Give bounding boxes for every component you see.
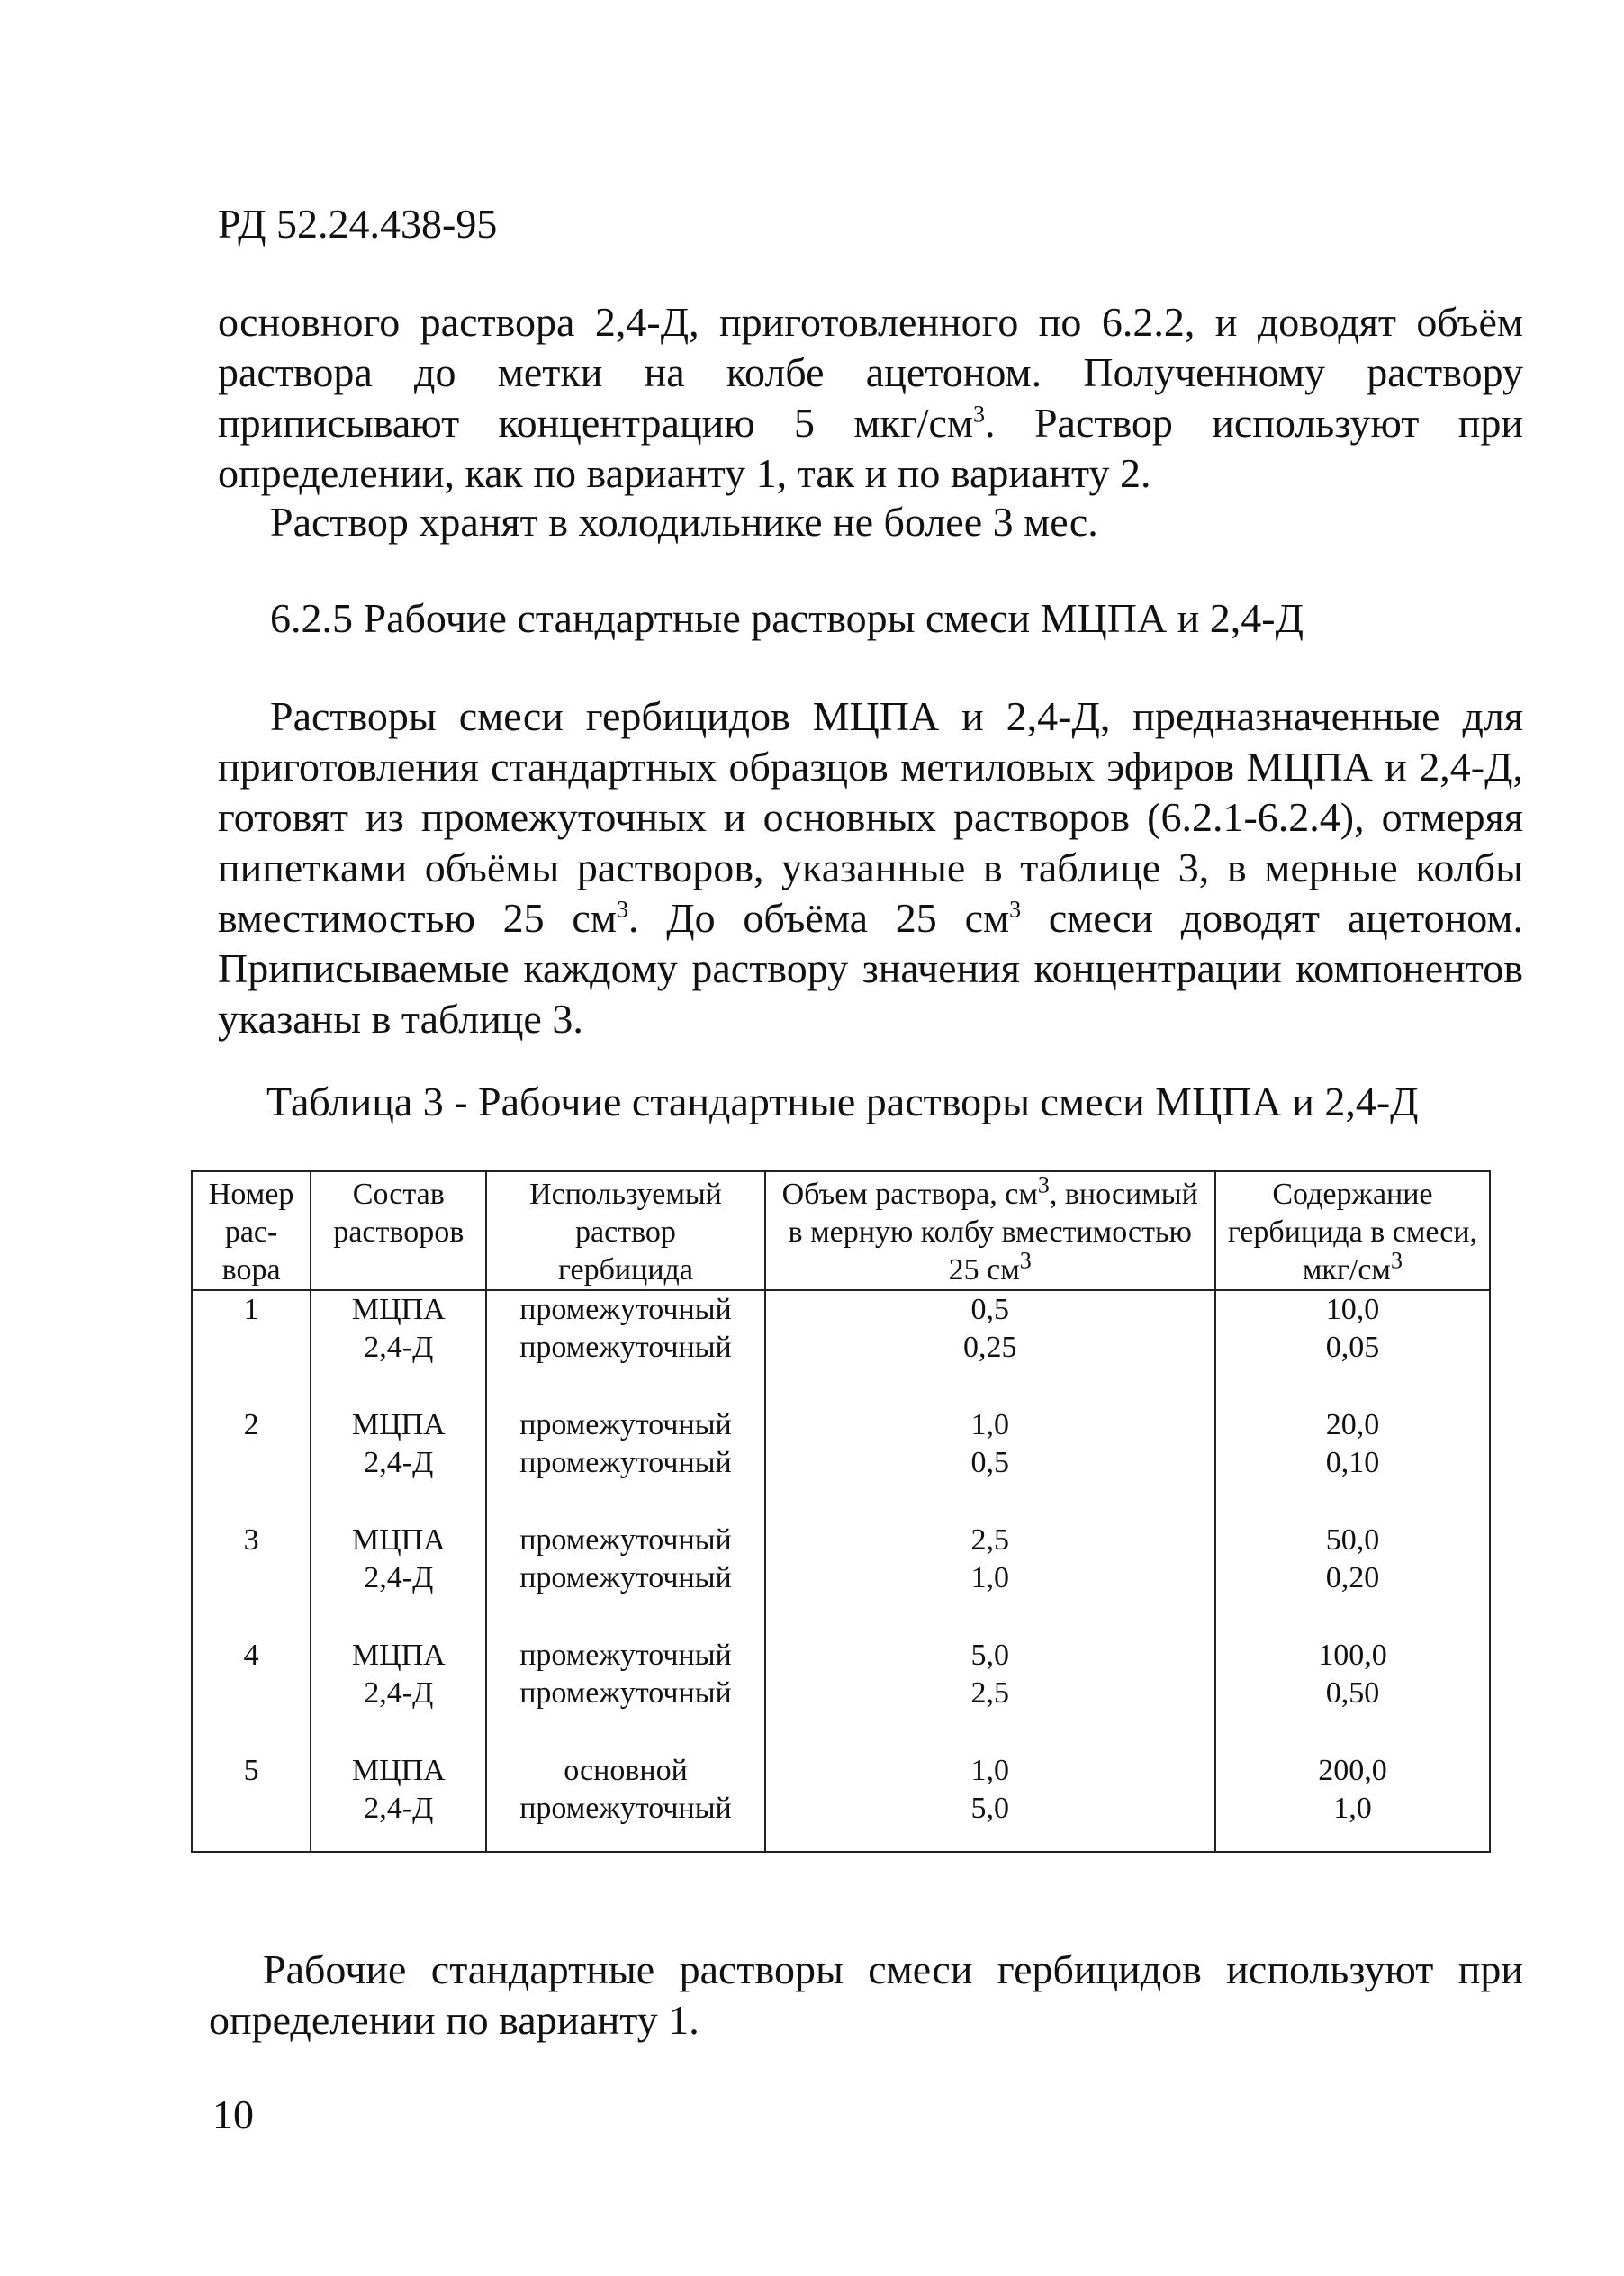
cell-composition: МЦПА 2,4-Д: [311, 1290, 486, 1406]
header-content: Содержание гербицида в смеси, мкг/$см^3$: [1215, 1171, 1490, 1290]
cell-content: 10,0 0,05: [1215, 1290, 1490, 1406]
header-composition: Состав растворов: [311, 1171, 486, 1290]
cell-volume: 1,0 0,5: [765, 1406, 1215, 1522]
table-caption: Таблица 3 - Рабочие стандартные растворы смеси МЦПА и 2,4-Д: [266, 1079, 1419, 1124]
cell-number: 1: [192, 1290, 311, 1406]
paragraph-text: . До объёма 25 см: [627, 895, 1010, 941]
cell-volume: 5,0 2,5: [765, 1637, 1215, 1752]
cell-number: 4: [192, 1637, 311, 1752]
table-header-row: [192, 1171, 1490, 1290]
paragraph-text: смеси доводят ацетоном. Приписываемые каждому раствору значения концентрации компонентов указаны в таблице 3.: [218, 895, 1523, 1042]
header-volume: Объем раствора, $см^3$, вносимый в мерную колбу вместимостью 25 $см^3$: [765, 1171, 1215, 1290]
table-row: [192, 1752, 1490, 1852]
cell-composition: МЦПА 2,4-Д: [311, 1406, 486, 1522]
header-used-solution: Используемый раствор гербицида: [486, 1171, 764, 1290]
page-number: 10: [212, 2091, 254, 2137]
cell-used-solution: промежуточный промежуточный: [486, 1406, 764, 1522]
cell-used-solution: промежуточный промежуточный: [486, 1637, 764, 1752]
paragraph-text: Растворы смеси гербицидов МЦПА и 2,4-Д, предназначенные для приготовления стандартных образцов метиловых эфиров МЦПА и 2,4-Д, готовят из промежуточных и основных растворов (6.2.1-6.2.4), отмеряя пипетками объёмы растворов, указанные в таблице 3, в мерные колбы вместимостью 25 см: [218, 693, 1523, 941]
paragraph-usage: Рабочие стандартные растворы смеси гербицидов используют при определении по варианту 1.: [209, 1946, 1523, 2043]
cell-composition: МЦПА 2,4-Д: [311, 1637, 486, 1752]
table-row: [192, 1290, 1490, 1406]
table-row: [192, 1406, 1490, 1522]
cell-used-solution: основной промежуточный: [486, 1752, 764, 1852]
header-number: Номер рас- вора: [192, 1171, 311, 1290]
cell-content: 100,0 0,50: [1215, 1637, 1490, 1752]
cell-content: 200,0 1,0: [1215, 1752, 1490, 1852]
section-heading: 6.2.5 Рабочие стандартные растворы смеси МЦПА и 2,4-Д: [270, 595, 1304, 641]
superscript: 3: [1009, 896, 1022, 923]
cell-used-solution: промежуточный промежуточный: [486, 1522, 764, 1637]
document-code: РД 52.24.438-95: [218, 201, 498, 247]
cell-number: 5: [192, 1752, 311, 1852]
paragraph-text: основного раствора 2,4-Д, приготовленного по 6.2.2, и доводят объём раствора до метки на колбе ацетоном. Полученному раствору приписывают концентрацию 5 мкг/см: [218, 299, 1523, 446]
table-row: [192, 1522, 1490, 1637]
cell-composition: МЦПА 2,4-Д: [311, 1522, 486, 1637]
cell-number: 2: [192, 1406, 311, 1522]
superscript: 3: [973, 401, 986, 428]
paragraph-mixture: [218, 691, 1523, 1044]
solutions-table: [191, 1170, 1491, 1853]
cell-content: 50,0 0,20: [1215, 1522, 1490, 1637]
cell-used-solution: промежуточный промежуточный: [486, 1290, 764, 1406]
table-row: [192, 1637, 1490, 1752]
cell-content: 20,0 0,10: [1215, 1406, 1490, 1522]
paragraph-solution-prep: [218, 297, 1523, 499]
cell-volume: 1,0 5,0: [765, 1752, 1215, 1852]
paragraph-text: . Раствор используют при определении, как по варианту 1, так и по варианту 2.: [218, 400, 1523, 496]
paragraph-storage: Раствор хранят в холодильнике не более 3 мес.: [270, 499, 1098, 545]
cell-volume: 0,5 0,25: [765, 1290, 1215, 1406]
superscript: 3: [616, 896, 628, 923]
cell-composition: МЦПА 2,4-Д: [311, 1752, 486, 1852]
cell-volume: 2,5 1,0: [765, 1522, 1215, 1637]
cell-number: 3: [192, 1522, 311, 1637]
